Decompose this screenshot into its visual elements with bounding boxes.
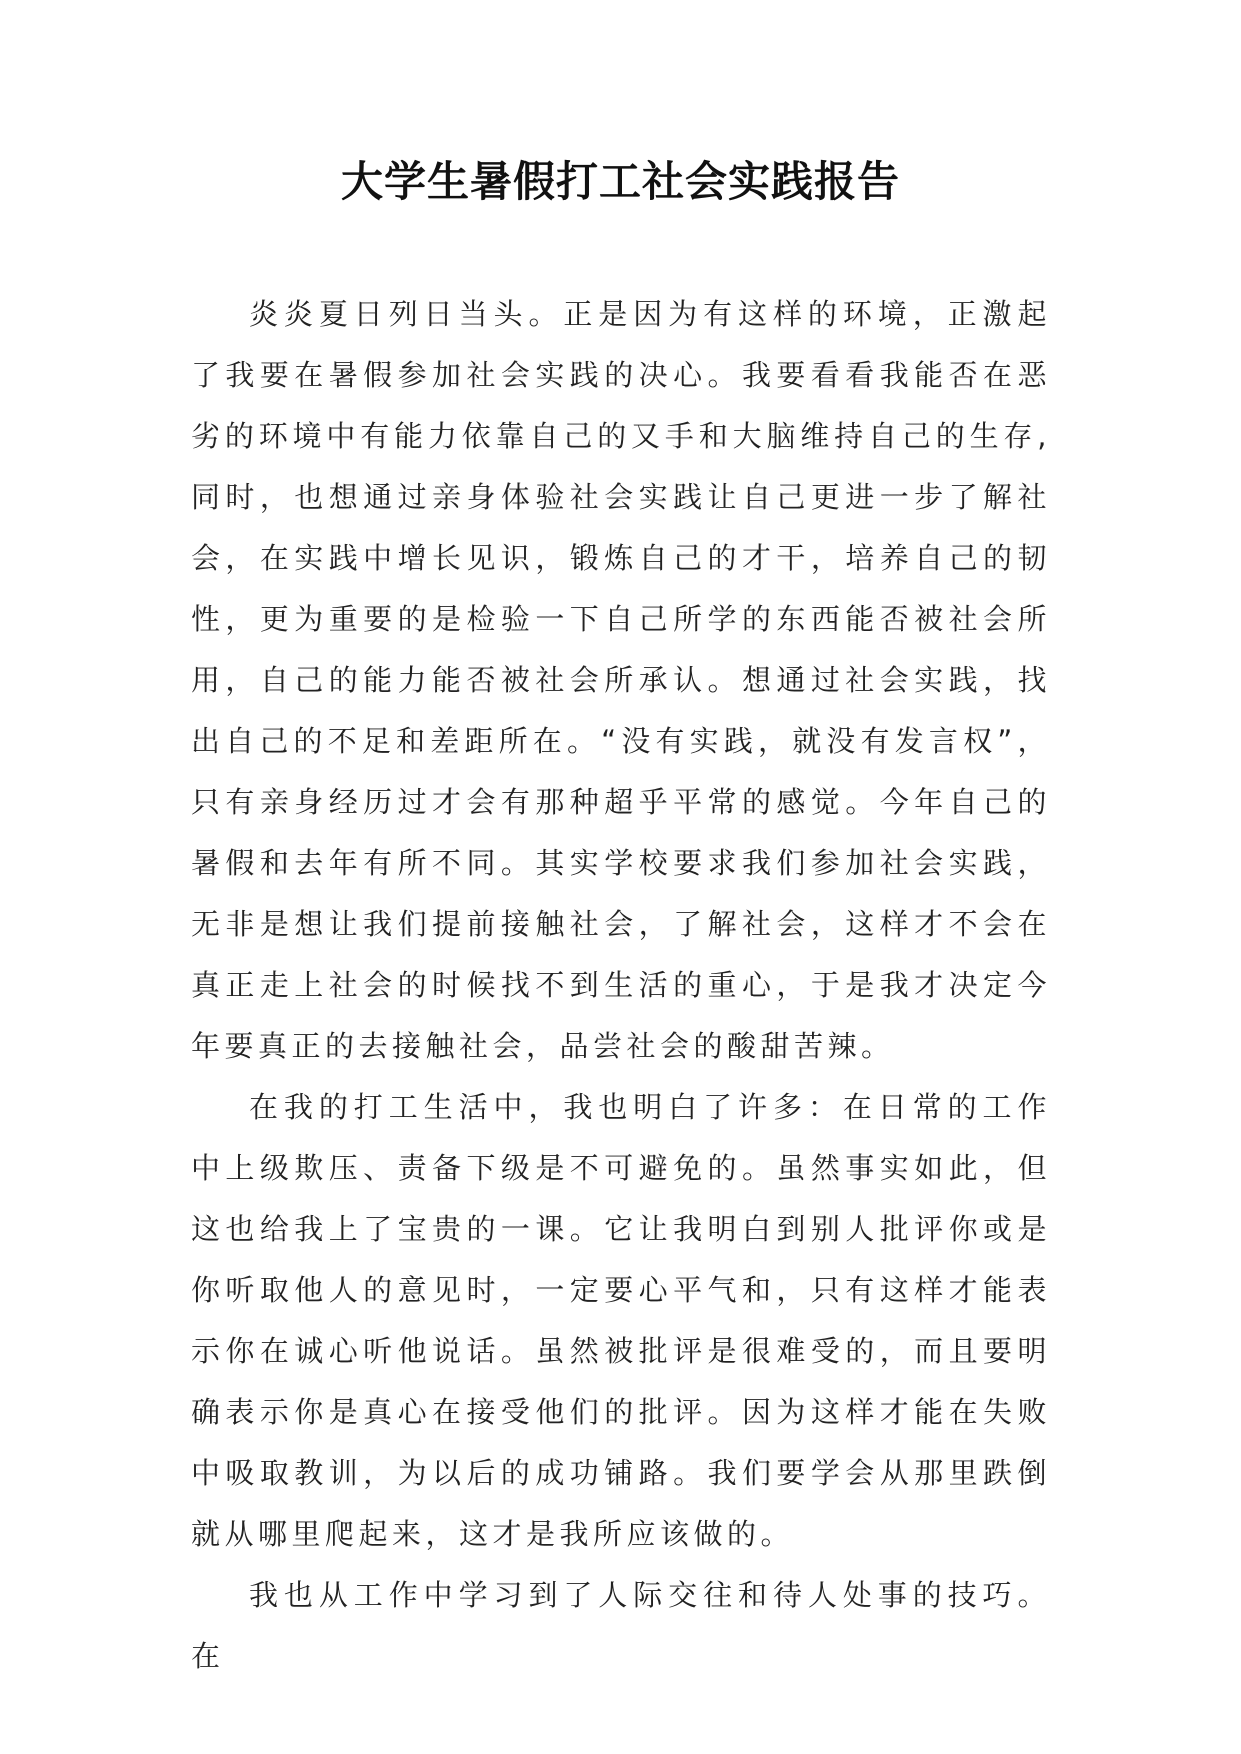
paragraph-1: 炎炎夏日列日当头。正是因为有这样的环境，正激起了我要在暑假参加社会实践的决心。我要看看我能否在恶劣的环境中有能力依靠自己的又手和大脑维持自己的生存,同时，也想通过亲身体验社会实践让自己更进一步了解社会，在实践中增长见识，锻炼自己的才干，培养自己的韧性，更为重要的是检验一下自己所学的东西能否被社会所用，自己的能力能否被社会所承认。想通过社会实践，找出自己的不足和差距所在。“没有实践，就没有发言权”，只有亲身经历过才会有那种超乎平常的感觉。今年自己的暑假和去年有所不同。其实学校要求我们参加社会实践，无非是想让我们提前接触社会，了解社会，这样才不会在真正走上社会的时候找不到生活的重心，于是我才决定今年要真正的去接触社会，品尝社会的酸甜苦辣。 <box>191 297 1051 1063</box>
document-body <box>191 284 1051 1687</box>
paragraph-3: 我也从工作中学习到了人际交往和待人处事的技巧。在 <box>191 1578 1051 1673</box>
paragraph-2: 在我的打工生活中，我也明白了许多：在日常的工作中上级欺压、责备下级是不可避免的。虽然事实如此，但这也给我上了宝贵的一课。它让我明白到别人批评你或是你听取他人的意见时，一定要心平气和，只有这样才能表示你在诚心听他说话。虽然被批评是很难受的，而且要明确表示你是真心在接受他们的批评。因为这样才能在失败中吸取教训，为以后的成功铺路。我们要学会从那里跌倒就从哪里爬起来，这才是我所应该做的。 <box>191 1090 1051 1551</box>
document-title: 大学生暑假打工社会实践报告 <box>340 157 900 206</box>
